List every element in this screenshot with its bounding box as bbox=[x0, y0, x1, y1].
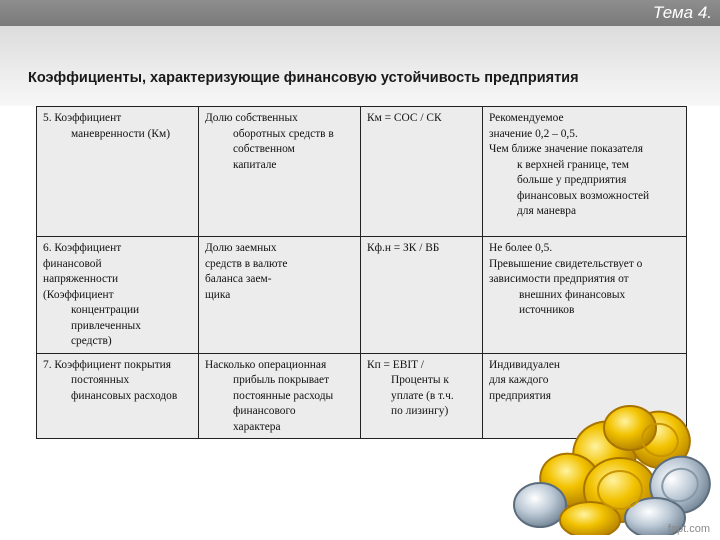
ratio-note-cell: Индивидуален для каждого предприятия bbox=[483, 353, 687, 439]
topic-label: Тема 4. bbox=[652, 3, 712, 22]
top-bar bbox=[0, 0, 720, 26]
ratios-table bbox=[36, 106, 687, 439]
ratio-note-cell: Не более 0,5. Превышение свидетельствует о зависимости предприятия от внешних финансовых источников bbox=[483, 237, 687, 354]
ratio-name-cell: 7. Коэффициент покрытия постоянных финансовых расходов bbox=[37, 353, 199, 439]
ratio-name-cell: 6. Коэффициент финансовой напряженности (Коэффициент концентрации привлеченных средств) bbox=[37, 237, 199, 354]
ratio-formula-cell: Км = СОС / СК bbox=[361, 107, 483, 237]
table-row bbox=[37, 237, 687, 354]
title-band bbox=[0, 26, 720, 106]
ratio-note-cell: Рекомендуемое значение 0,2 – 0,5. Чем ближе значение показателя к верхней границе, тем больше у предприятия финансовых возможностей для маневра bbox=[483, 107, 687, 237]
slide-title: Коэффициенты, характеризующие финансовую устойчивость предприятия bbox=[28, 70, 579, 86]
coins-illustration bbox=[510, 400, 720, 535]
table-row bbox=[37, 107, 687, 237]
ratio-formula-cell: Кп = EBIT / Проценты к уплате (в т.ч. по лизингу) bbox=[361, 353, 483, 439]
ratio-description-cell: Долю собственных оборотных средств в собственном капитале bbox=[199, 107, 361, 237]
ratio-name-cell: 5. Коэффициент маневренности (Км) bbox=[37, 107, 199, 237]
ratio-description-cell: Долю заемных средств в валюте баланса заем- щика bbox=[199, 237, 361, 354]
ratio-formula-cell: Кф.н = ЗК / ВБ bbox=[361, 237, 483, 354]
coin-stack bbox=[514, 403, 718, 535]
ratio-description-cell: Насколько операционная прибыль покрывает постоянные расходы финансового характера bbox=[199, 353, 361, 439]
fppt-logo: fppt.com bbox=[667, 523, 710, 535]
